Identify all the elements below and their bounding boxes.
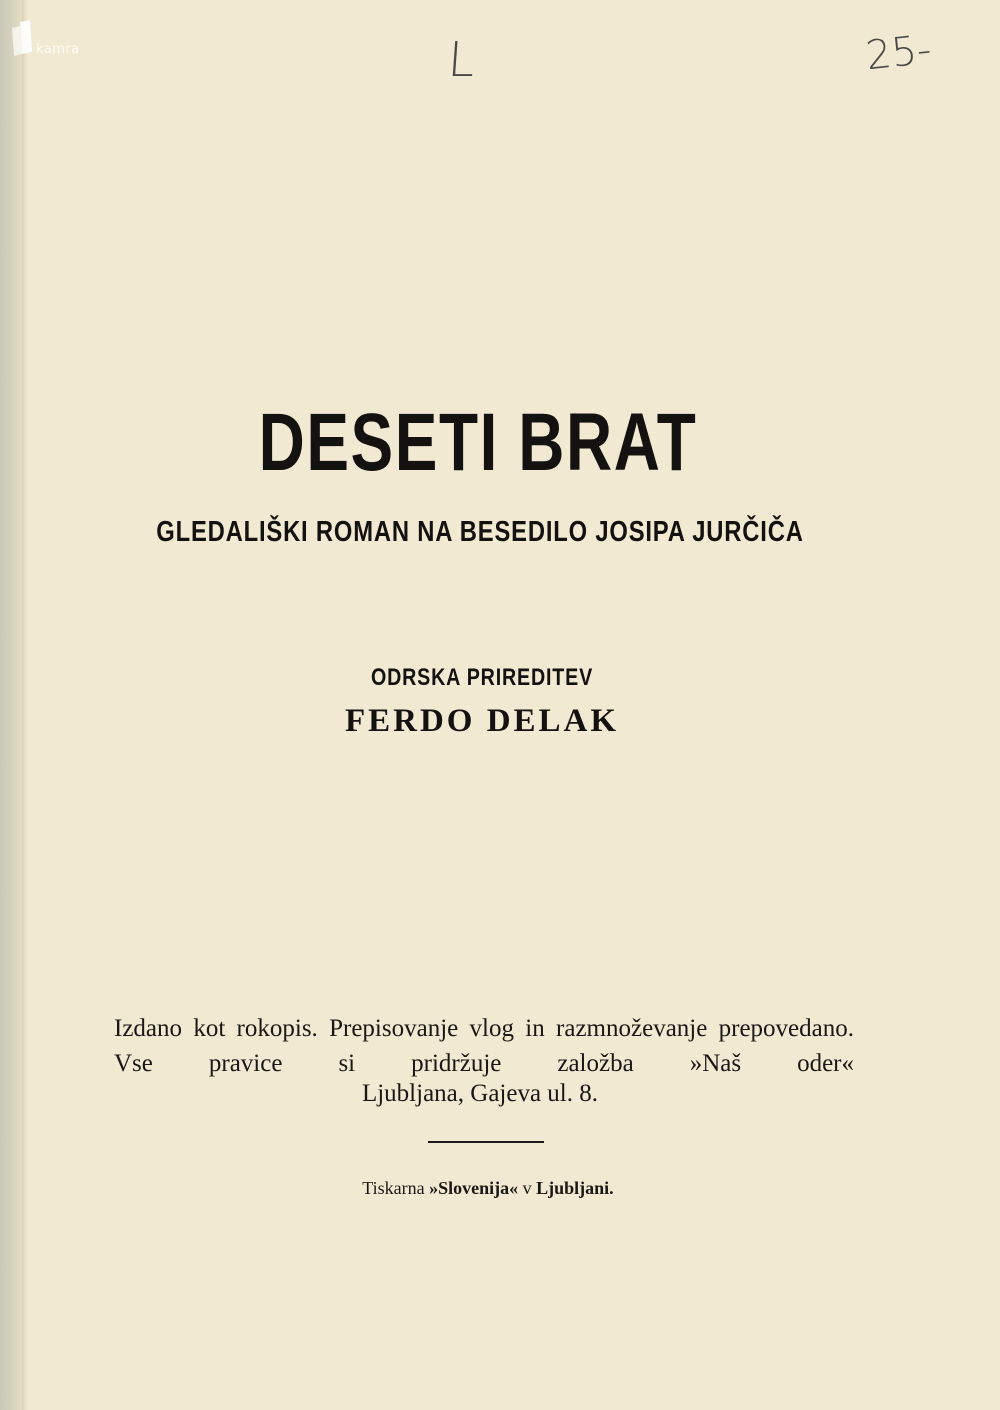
book-subtitle: GLEDALIŠKI ROMAN NA BESEDILO JOSIPA JURČIČA (156, 516, 804, 548)
rights-notice: Izdano kot rokopis. Prepisovanje vlog in razmnoževanje prepovedano. Vse pravice si pridržuje založba »Naš oder« (114, 1015, 854, 1077)
publisher-address: Ljubljana, Gajeva ul. 8. (361, 1080, 599, 1107)
printer-prefix: Tiskarna (362, 1178, 425, 1198)
adapter-name: FERDO DELAK (344, 703, 620, 739)
book-title: DESETI BRAT (258, 397, 698, 488)
pencil-annotation-number: 25- (863, 26, 934, 80)
divider-rule (428, 1141, 544, 1143)
adaptation-label: ODRSKA PRIREDITEV (370, 664, 594, 691)
printer-name: »Slovenija« (429, 1178, 519, 1198)
printer-city: Ljubljani. (536, 1178, 614, 1198)
watermark-text: kamra (36, 42, 80, 57)
printer-imprint (0, 1178, 988, 1199)
pencil-annotation-letter: L (446, 32, 477, 88)
printer-middle: v (522, 1178, 532, 1198)
